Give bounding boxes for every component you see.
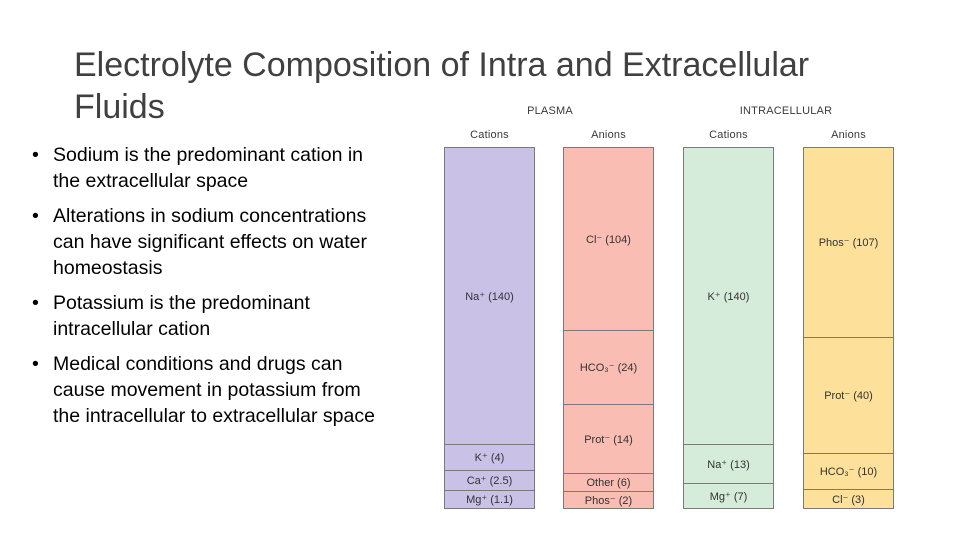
segment-ca: Ca⁺ (2.5) [445, 470, 534, 490]
bullet-item [32, 142, 392, 194]
segment-k: K⁺ (140) [707, 290, 750, 303]
group-header-plasma: PLASMA [527, 105, 573, 117]
segment-cl: Cl⁻ (3) [804, 489, 893, 508]
bullet-item [32, 290, 392, 342]
bullet-list [32, 142, 392, 438]
bullet-dot-icon: • [32, 205, 39, 227]
column-header-plasma-anions: Anions [591, 129, 626, 141]
segment-phos: Phos⁻ (2) [564, 491, 653, 508]
segment-na: Na⁺ (140) [465, 290, 514, 303]
bullet-item [32, 203, 392, 281]
segment-na: Na⁺ (13) [684, 444, 773, 483]
segment-prot: Prot⁻ (40) [804, 337, 893, 453]
bullet-dot-icon: • [32, 353, 39, 375]
column-intracellular-cations [683, 147, 774, 509]
segment-hco3: HCO₃⁻ (10) [804, 453, 893, 489]
segment-other: Other (6) [564, 473, 653, 491]
column-plasma-cations [444, 147, 535, 509]
column-intracellular-anions [803, 147, 894, 509]
segment-cl: Cl⁻ (104) [586, 233, 631, 246]
column-header-plasma-cations: Cations [470, 129, 509, 141]
bullet-text: Potassium is the predominant intracellular cation [53, 292, 310, 340]
bullet-text: Alterations in sodium concentrations can have significant effects on water homeostasis [53, 205, 367, 279]
segment-k: K⁺ (4) [445, 444, 534, 470]
segment-mg: Mg⁺ (7) [684, 483, 773, 508]
column-plasma-anions [563, 147, 654, 509]
segment-hco3: HCO₃⁻ (24) [564, 330, 653, 404]
segment-phos: Phos⁻ (107) [818, 237, 879, 249]
segment-mg: Mg⁺ (1.1) [445, 490, 534, 508]
slide-title: Electrolyte Composition of Intra and Extracellular Fluids [74, 46, 810, 126]
bullet-text: Medical conditions and drugs can cause movement in potassium from the intracellular to extracellular space [53, 353, 375, 427]
column-header-intracellular-anions: Anions [831, 129, 866, 141]
bullet-item [32, 351, 392, 429]
bullet-dot-icon: • [32, 144, 39, 166]
bullet-text: Sodium is the predominant cation in the extracellular space [53, 144, 364, 192]
column-header-intracellular-cations: Cations [709, 129, 748, 141]
group-header-intracellular: INTRACELLULAR [739, 105, 833, 117]
segment-prot: Prot⁻ (14) [564, 404, 653, 473]
bullet-dot-icon: • [32, 292, 39, 314]
